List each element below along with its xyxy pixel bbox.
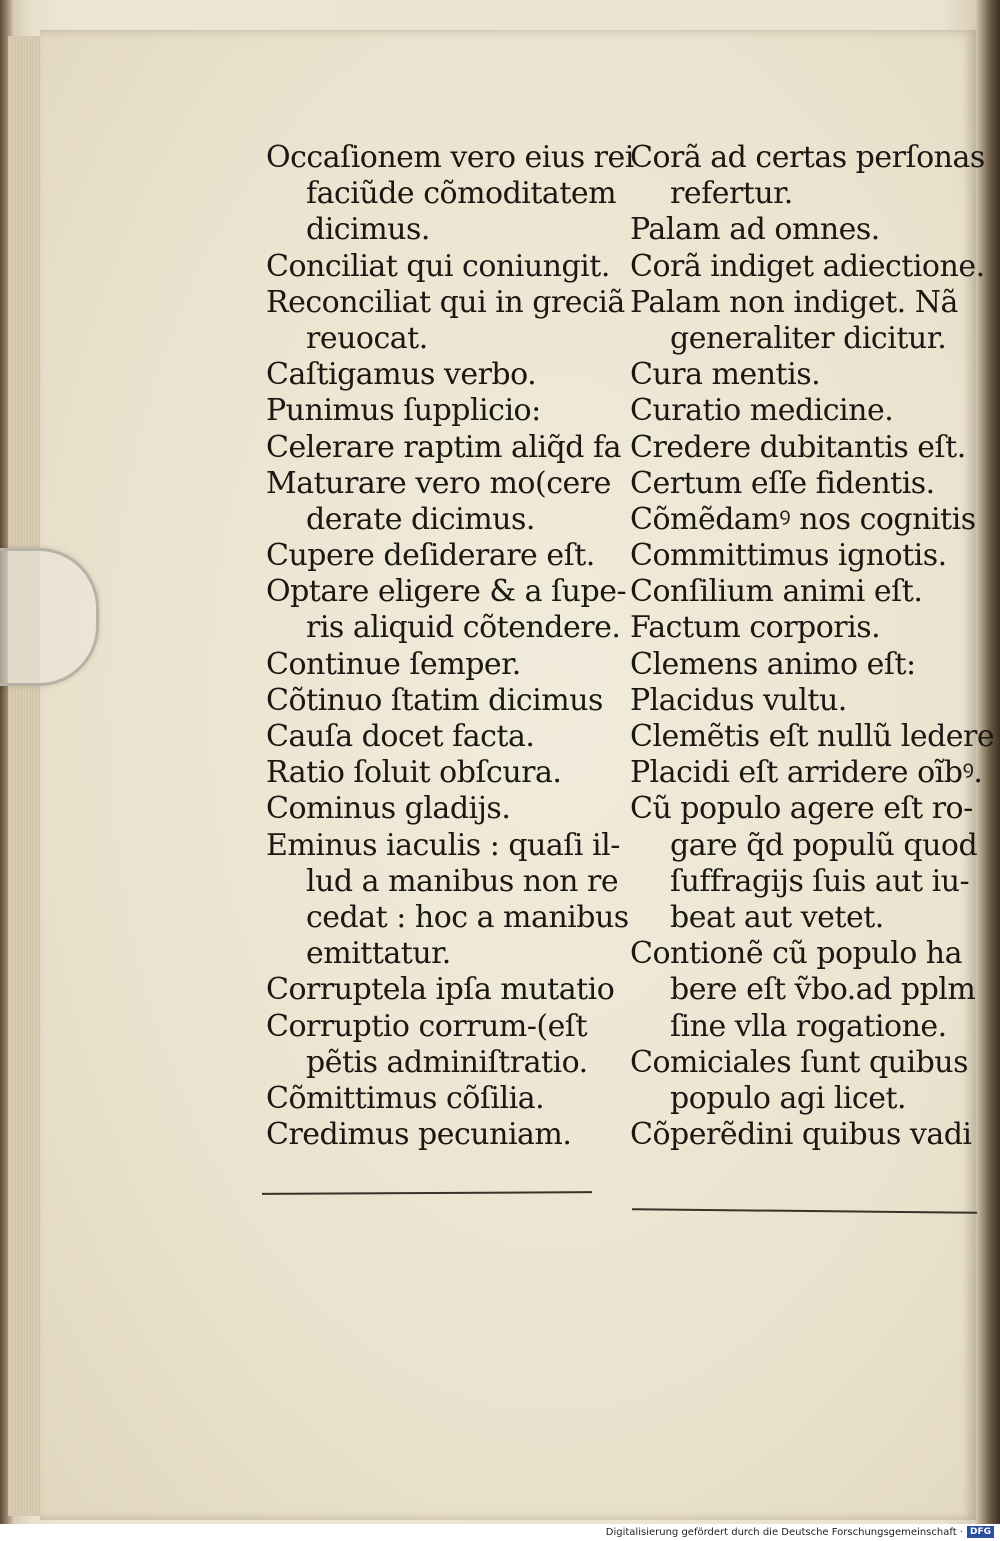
text-line: Placidi eſt arridere oĩbꝰ.	[630, 755, 983, 791]
text-line: Certum eſſe fidentis.	[630, 465, 935, 501]
text-line: Palam ad omnes.	[630, 212, 880, 248]
text-line: ſine vlla rogatione.	[670, 1008, 947, 1044]
left-text-column	[266, 140, 634, 1153]
text-line: Cõmittimus cõſilia.	[266, 1080, 545, 1116]
text-line: Eminus iaculis : quaſi il-	[266, 827, 620, 863]
text-line: pẽtis adminiſtratio.	[306, 1044, 588, 1080]
text-line: Corã indiget adiectione.	[630, 248, 985, 284]
text-line: Ratio ſoluit obſcura.	[266, 755, 562, 791]
right-text-column	[630, 140, 995, 1153]
text-line: Curatio medicine.	[630, 393, 894, 429]
text-line: Cõtinuo ſtatim dicimus	[266, 682, 603, 718]
text-line: generaliter dicitur.	[670, 320, 947, 356]
text-line: Cũ populo agere eſt ro-	[630, 791, 973, 827]
text-line: reuocat.	[306, 320, 428, 356]
text-line: Palam non indiget. Nã	[630, 284, 958, 320]
text-line: Cõmẽdamꝰ nos cognitis	[630, 501, 976, 537]
text-line: Caſtigamus verbo.	[266, 357, 537, 393]
text-line: Factum corporis.	[630, 610, 881, 646]
text-line: Occaſionem vero eius rei	[266, 140, 634, 175]
text-line: bere eſt ṽbo.ad pplm	[670, 972, 976, 1008]
text-line: Corruptio corrum-(eſt	[266, 1008, 588, 1044]
text-line: lud a manibus non re	[306, 863, 619, 899]
digitization-footer	[0, 1524, 1000, 1541]
text-line: Corruptela ipſa mutatio	[266, 972, 615, 1008]
text-line: gare q̃d populũ quod	[670, 827, 978, 863]
text-line: Conciliat qui coniungit.	[266, 248, 610, 284]
text-line: derate dicimus.	[306, 501, 535, 537]
text-line: Cura mentis.	[630, 357, 821, 393]
text-line: cedat : hoc a manibus	[306, 899, 629, 935]
text-line: ſuffragijs ſuis aut iu-	[670, 863, 970, 899]
text-line: Placidus vultu.	[630, 682, 847, 718]
text-line: Corã ad certas perſonas	[630, 140, 985, 175]
text-line: Clemens animo eſt:	[630, 646, 916, 682]
text-line: Celerare raptim aliq̃d fa	[266, 429, 621, 465]
page-stack-edges	[8, 36, 42, 1516]
text-line: Continue ſemper.	[266, 646, 521, 682]
text-line: Contionẽ cũ populo ha	[630, 936, 963, 972]
text-line: Cominus gladijs.	[266, 791, 511, 827]
footer-credit-text: Digitalisierung gefördert durch die Deutsche Forschungsgemeinschaft ·	[605, 1527, 963, 1538]
text-line: Cupere deſiderare eſt.	[266, 538, 595, 574]
text-line: Optare eligere & a ſupe-	[266, 574, 627, 610]
text-line: Cauſa docet facta.	[266, 719, 535, 754]
text-line: populo agi licet.	[670, 1080, 907, 1116]
text-line: refertur.	[670, 176, 793, 212]
text-line: Clemẽtis eſt nullũ ledere	[630, 719, 995, 754]
text-line: Credere dubitantis eſt.	[630, 429, 966, 465]
text-line: Cõperẽdini quibus vadi	[630, 1117, 972, 1153]
text-line: ris aliquid cõtendere.	[306, 610, 621, 646]
text-line: Comiciales ſunt quibus	[630, 1044, 968, 1080]
text-line: Conſilium animi eſt.	[630, 574, 923, 610]
text-line: dicimus.	[306, 212, 430, 248]
page-clip	[0, 548, 99, 686]
text-line: Credimus pecuniam.	[266, 1117, 572, 1153]
text-line: Punimus ſupplicio:	[266, 393, 541, 429]
text-line: Reconciliat qui in greciã	[266, 284, 625, 320]
text-line: beat aut vetet.	[670, 899, 884, 935]
text-line: faciũde cõmoditatem	[306, 176, 617, 212]
dfg-logo: DFG	[967, 1526, 994, 1538]
text-line: emittatur.	[306, 936, 451, 972]
text-line: Maturare vero mo(cere	[266, 465, 611, 501]
text-line: Committimus ignotis.	[630, 538, 947, 574]
